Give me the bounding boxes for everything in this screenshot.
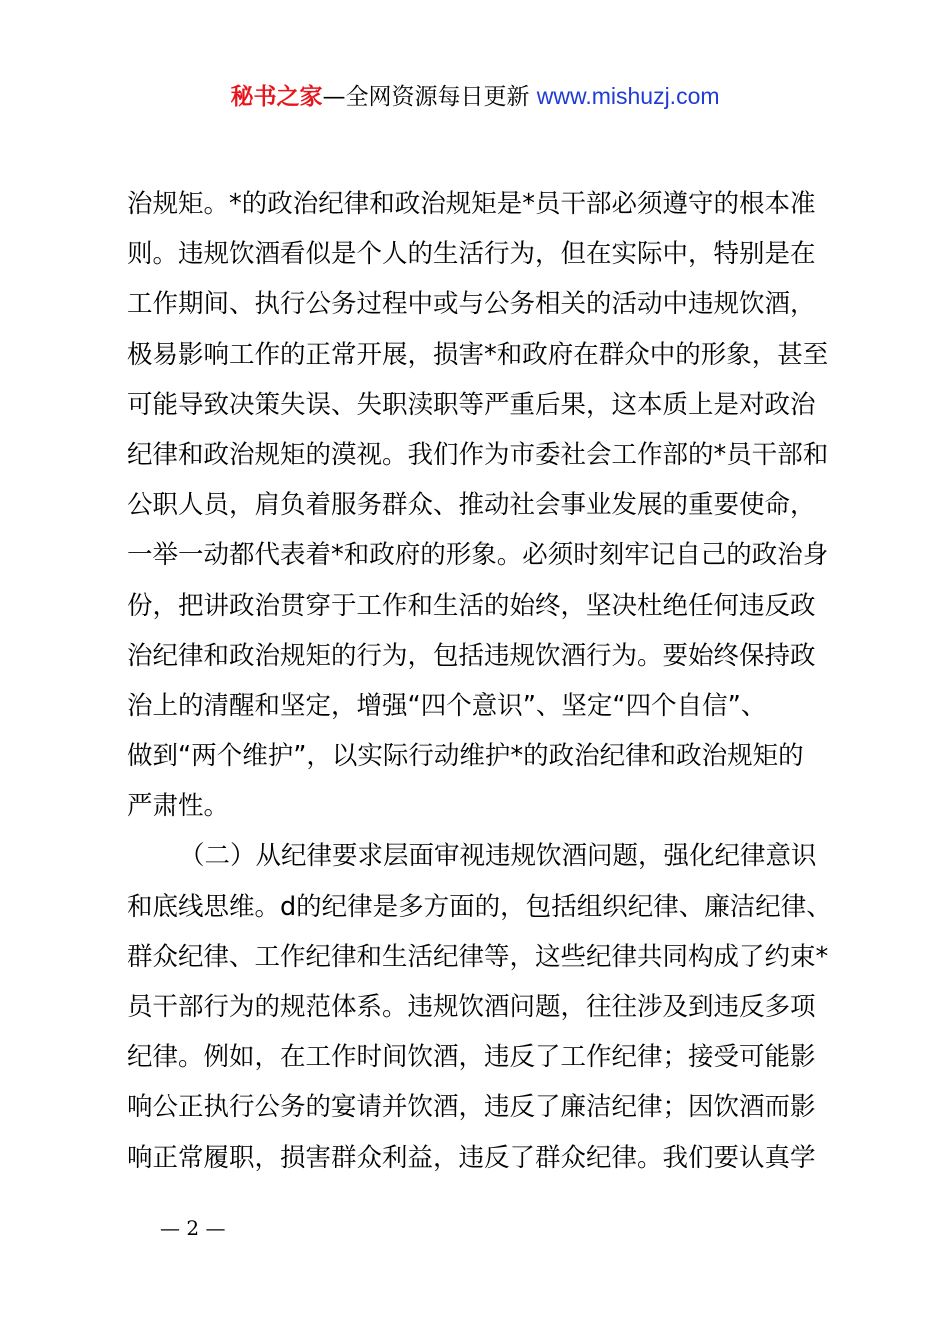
brand-name: 秘书之家 bbox=[230, 84, 323, 110]
text-line: 一举一动都代表着*和政府的形象。必须时刻牢记自己的政治身 bbox=[127, 540, 829, 571]
document-body bbox=[127, 184, 839, 1188]
text-line: 份，把讲政治贯穿于工作和生活的始终，坚决杜绝任何违反政 bbox=[127, 590, 816, 621]
text-line: 则。违规饮酒看似是个人的生活行为，但在实际中，特别是在 bbox=[127, 239, 816, 270]
text-line: 严肃性。 bbox=[127, 791, 230, 822]
page-number: — 2 — bbox=[160, 1216, 226, 1240]
banner-slogan: —全网资源每日更新 bbox=[322, 84, 530, 110]
site-banner bbox=[0, 80, 950, 113]
text-line: 可能导致决策失误、失职渎职等严重后果，这本质上是对政治 bbox=[127, 389, 816, 420]
text-line: 群众纪律、工作纪律和生活纪律等，这些纪律共同构成了约束* bbox=[127, 941, 829, 972]
text-line: 治上的清醒和坚定，增强“四个意识”、坚定“四个自信”、 bbox=[127, 690, 767, 721]
text-line: 员干部行为的规范体系。违规饮酒问题，往往涉及到违反多项 bbox=[127, 992, 816, 1022]
section-heading-line: （二）从纪律要求层面审视违规饮酒问题，强化纪律意识 bbox=[179, 841, 817, 872]
text-line: 做到“两个维护”，以实际行动维护*的政治纪律和政治规矩的 bbox=[127, 741, 804, 772]
text-line: 纪律和政治规矩的漠视。我们作为市委社会工作部的*员干部和 bbox=[127, 439, 829, 470]
text-line: 响正常履职，损害群众利益，违反了群众纪律。我们要认真学 bbox=[127, 1142, 816, 1173]
text-line: 治纪律和政治规矩的行为，包括违规饮酒行为。要始终保持政 bbox=[127, 640, 816, 671]
text-line: 治规矩。*的政治纪律和政治规矩是*员干部必须遵守的根本准 bbox=[127, 189, 816, 219]
text-line: 和底线思维。d的纪律是多方面的，包括组织纪律、廉洁纪律、 bbox=[127, 891, 832, 922]
text-line: 极易影响工作的正常开展，损害*和政府在群众中的形象，甚至 bbox=[127, 339, 829, 370]
text-line: 纪律。例如，在工作时间饮酒，违反了工作纪律；接受可能影 bbox=[127, 1042, 816, 1073]
text-line: 响公正执行公务的宴请并饮酒，违反了廉洁纪律；因饮酒而影 bbox=[127, 1092, 816, 1123]
text-line: 工作期间、执行公务过程中或与公务相关的活动中违规饮酒， bbox=[127, 289, 816, 320]
text-line: 公职人员，肩负着服务群众、推动社会事业发展的重要使命， bbox=[127, 490, 816, 521]
site-url-link[interactable]: www.mishuzj.com bbox=[536, 83, 720, 109]
